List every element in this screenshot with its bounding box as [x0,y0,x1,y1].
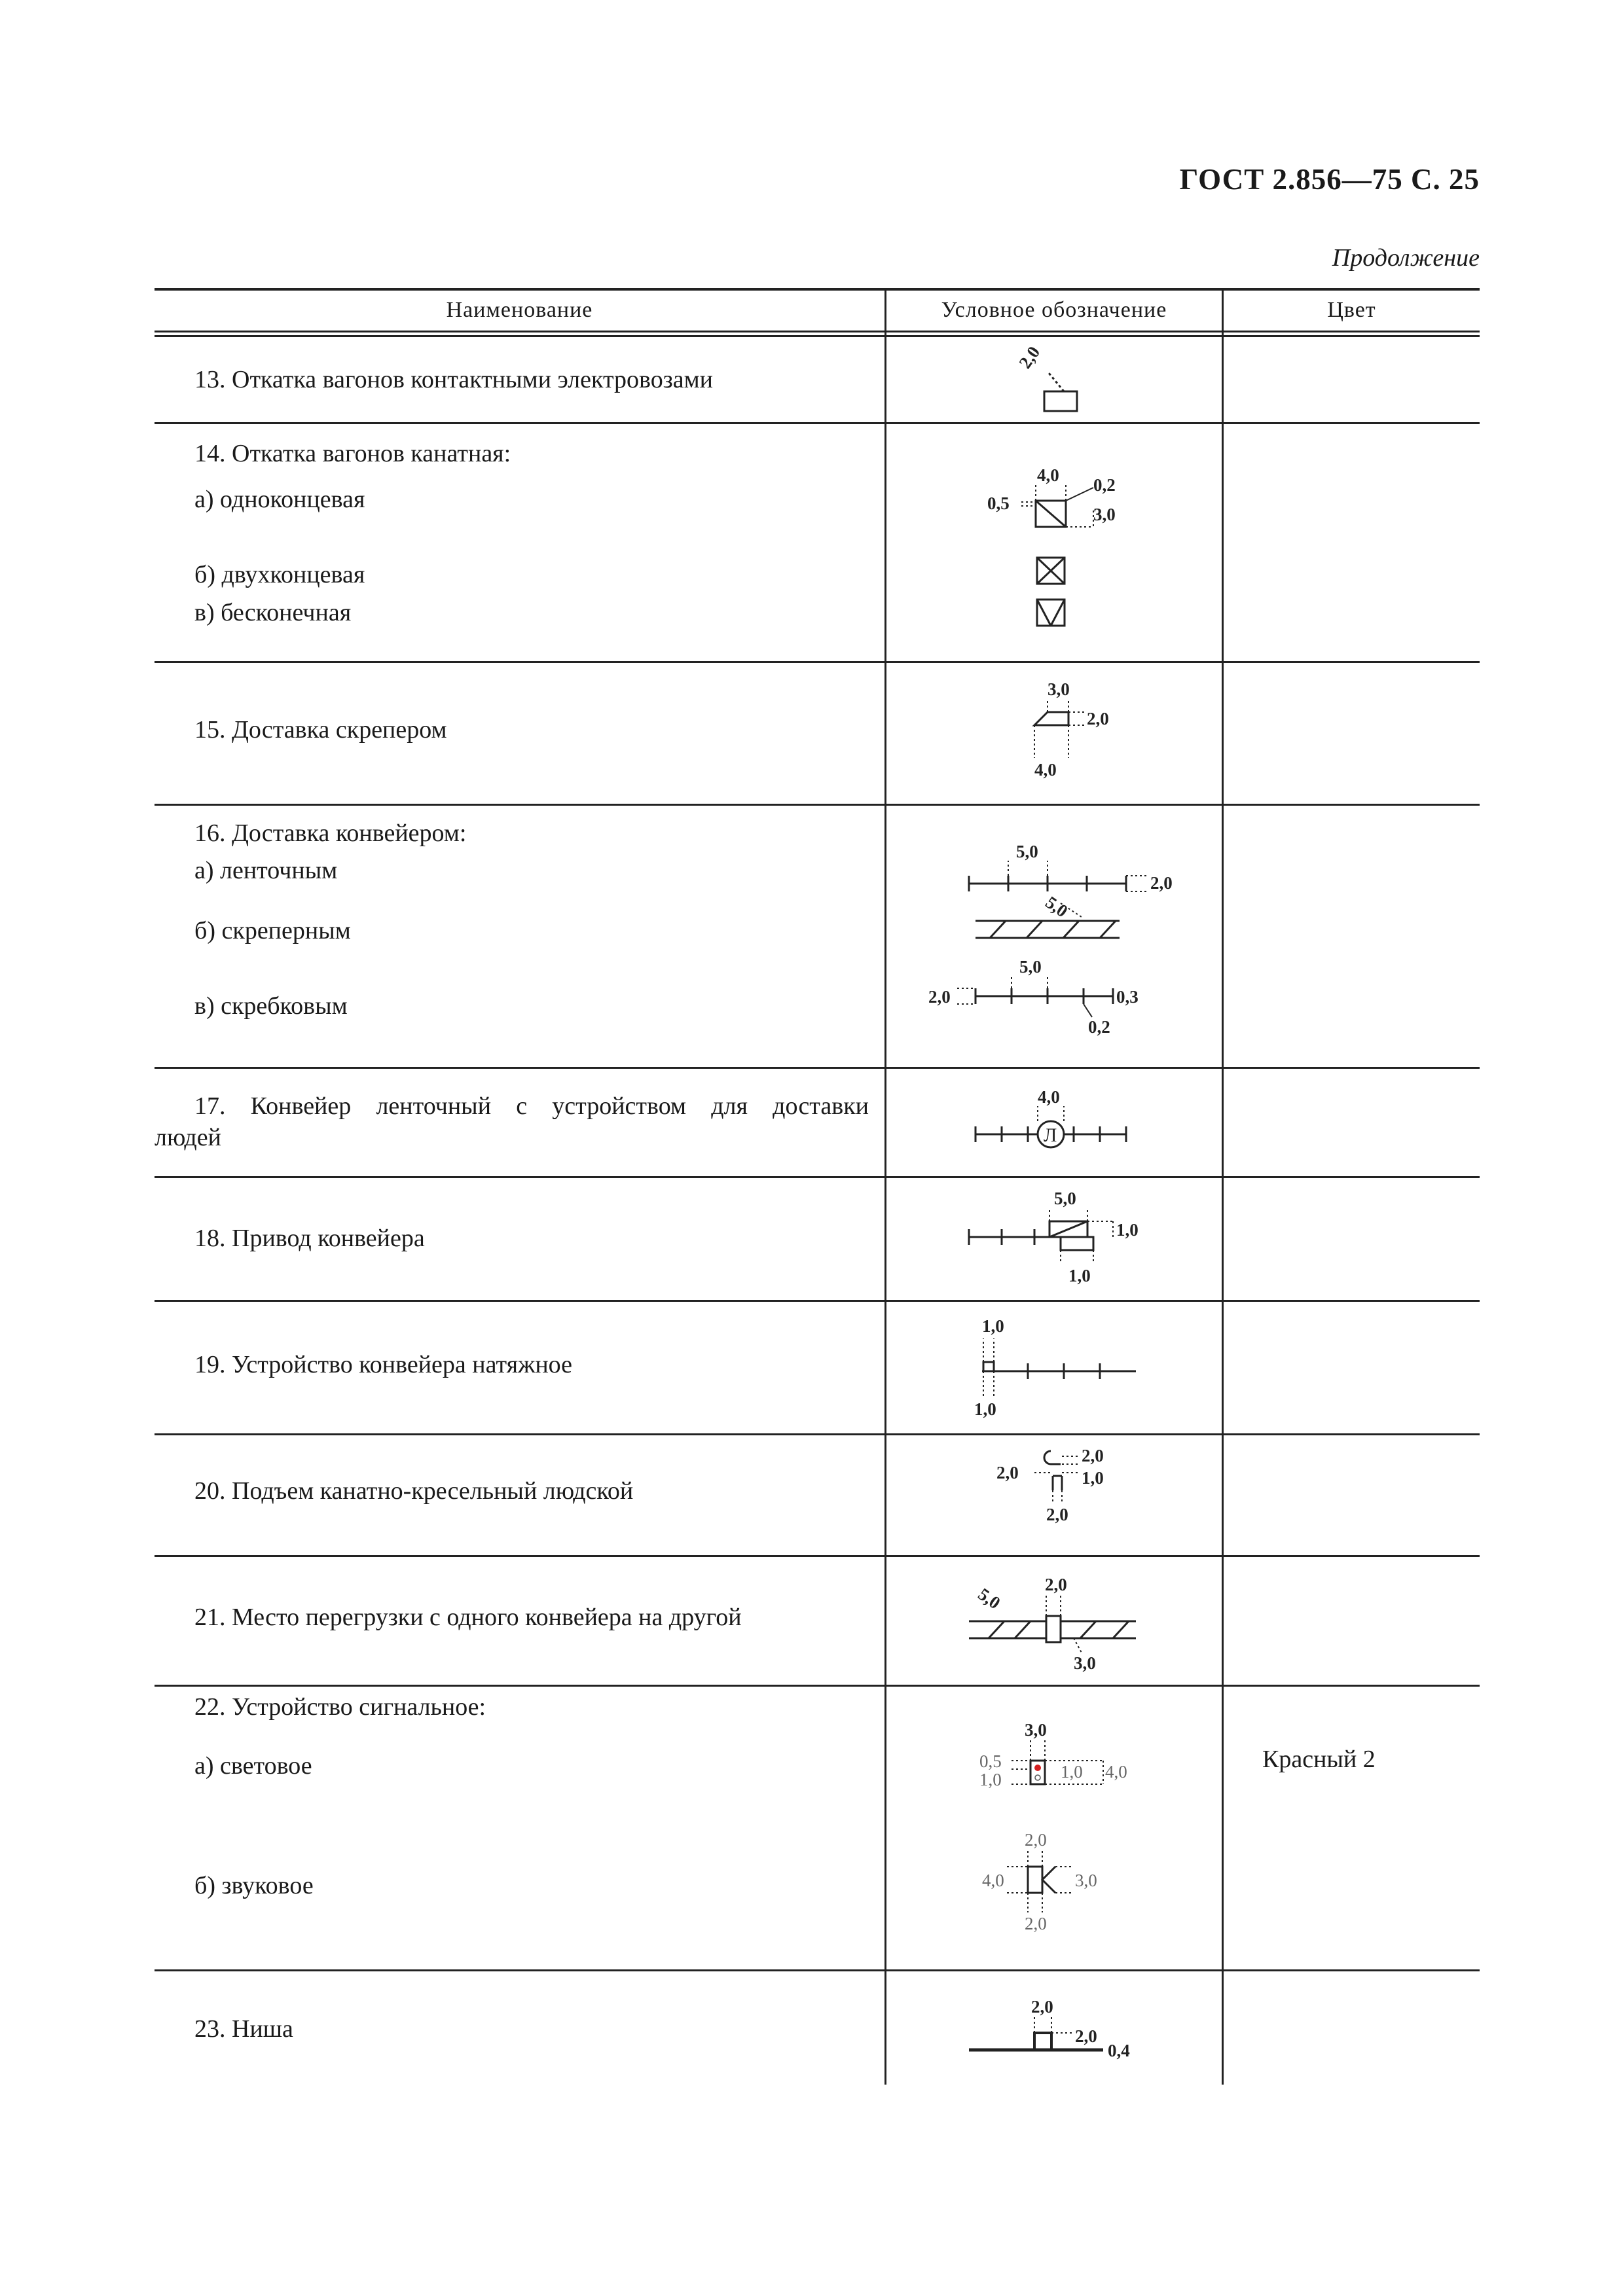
svg-text:0,2: 0,2 [1088,1017,1110,1037]
symbol-rope-haulage-single [976,458,1133,537]
symbol-rope-haulage-double [1034,555,1067,588]
row-21-name: 21. Место перегрузки с одного конвейера на другой [194,1604,742,1631]
svg-text:1,0: 1,0 [1116,1220,1139,1240]
svg-text:2,0: 2,0 [928,987,951,1007]
svg-text:2,0: 2,0 [1031,1997,1053,2017]
wagon-rectangle [1044,391,1077,411]
svg-text:2,0: 2,0 [996,1463,1019,1482]
svg-text:4,0: 4,0 [1034,760,1057,780]
svg-text:2,0: 2,0 [1150,873,1173,893]
row-16-b: б) скреперным [194,917,351,944]
symbol-transfer-point [956,1561,1152,1679]
row-14-c: в) бесконечная [194,599,352,626]
svg-text:5,0: 5,0 [1042,892,1072,922]
symbol-scraper-conveyor [969,893,1126,946]
dim-label: 2,0 [1015,342,1044,372]
svg-text:1,0: 1,0 [1068,1266,1091,1285]
svg-text:5,0: 5,0 [974,1584,1004,1613]
symbol-niche [956,1977,1159,2068]
row-20-name: 20. Подъем канатно-кресельный людской [194,1477,634,1505]
symbol-chairlift [982,1437,1139,1535]
symbol-chain-conveyor [917,956,1165,1041]
row-22-a: а) световое [194,1752,312,1780]
svg-text:5,0: 5,0 [1054,1189,1076,1208]
row-14-b: б) двухконцевая [194,561,365,588]
page-header-title: ГОСТ 2.856—75 С. 25 [1179,163,1480,196]
svg-text:0,5: 0,5 [979,1751,1002,1771]
svg-text:1,0: 1,0 [979,1770,1002,1789]
row-17-line2: людей [155,1124,221,1151]
svg-text:0,2: 0,2 [1093,475,1116,495]
row-22-b: б) звуковое [194,1872,314,1899]
trolley-pole [1049,373,1064,391]
symbol-sound-signal [976,1826,1133,1937]
svg-text:4,0: 4,0 [1105,1762,1127,1782]
svg-text:2,0: 2,0 [1082,1446,1104,1465]
row-14-a: а) одноконцевая [194,486,365,513]
symbol-rope-haulage-endless [1034,597,1067,630]
row-22-color: Красный 2 [1262,1746,1376,1773]
svg-text:2,0: 2,0 [1075,2026,1097,2046]
row-13-name: 13. Откатка вагонов контактными электровозами [194,366,713,393]
svg-text:0,4: 0,4 [1108,2041,1130,2060]
svg-text:4,0: 4,0 [982,1871,1004,1890]
column-header-symbol: Условное обозначение [941,298,1167,322]
svg-text:2,0: 2,0 [1087,709,1109,728]
row-19-name: 19. Устройство конвейера натяжное [194,1351,573,1378]
svg-text:1,0: 1,0 [1082,1468,1104,1488]
svg-text:1,0: 1,0 [1061,1762,1083,1782]
svg-text:2,0: 2,0 [1025,1830,1047,1850]
column-header-name: Наименование [446,298,593,322]
row-22-title: 22. Устройство сигнальное: [194,1693,486,1721]
svg-text:3,0: 3,0 [1048,679,1070,699]
svg-text:3,0: 3,0 [1025,1720,1047,1740]
row-14-title: 14. Откатка вагонов канатная: [194,440,511,467]
svg-text:1,0: 1,0 [982,1316,1004,1336]
svg-text:2,0: 2,0 [1025,1914,1047,1933]
symbol-people-belt-conveyor [962,1077,1139,1155]
row-15-name: 15. Доставка скрепером [194,716,447,744]
row-17-line1: 17. Конвейер ленточный с устройством для доставки [194,1092,869,1120]
svg-text:5,0: 5,0 [1019,957,1042,977]
svg-text:5,0: 5,0 [1016,842,1038,861]
svg-text:2,0: 2,0 [1046,1505,1068,1524]
symbol-scraper-delivery [995,674,1126,785]
symbol-conveyor-drive [956,1178,1165,1289]
svg-text:Л: Л [1044,1124,1057,1146]
svg-text:0,3: 0,3 [1116,987,1139,1007]
symbol-light-signal [969,1708,1139,1806]
symbol-conveyor-tensioner [956,1306,1152,1424]
svg-text:3,0: 3,0 [1075,1871,1097,1890]
svg-text:3,0: 3,0 [1074,1653,1096,1673]
row-23-name: 23. Ниша [194,2015,293,2043]
row-18-name: 18. Привод конвейера [194,1225,425,1252]
continuation-label: Продолжение [1332,244,1480,272]
svg-text:4,0: 4,0 [1037,465,1059,485]
svg-text:3,0: 3,0 [1093,505,1116,524]
column-header-color: Цвет [1327,298,1376,322]
svg-text:2,0: 2,0 [1045,1575,1067,1594]
svg-text:1,0: 1,0 [974,1399,996,1419]
row-16-a: а) ленточным [194,857,338,884]
symbol-contact-electric-haulage [1008,337,1113,419]
svg-text:0,5: 0,5 [987,493,1010,513]
row-16-title: 16. Доставка конвейером: [194,819,467,847]
symbol-belt-conveyor [962,838,1192,897]
row-16-c: в) скребковым [194,992,348,1020]
svg-text:4,0: 4,0 [1038,1087,1060,1107]
